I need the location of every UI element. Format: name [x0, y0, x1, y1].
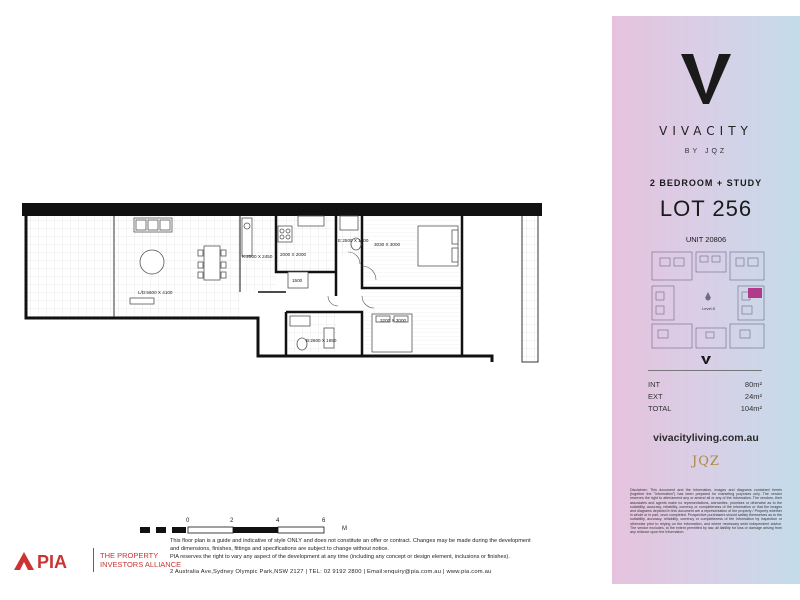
pia-divider [93, 548, 94, 572]
disclaimer-text: Disclaimer: This document and the Information, images and diagrams contained herein (together the "Information") has been prepared for marketing purposes only. The vendor reserves the right to alter/amend any or amend all or any of the Information. The vendors, their associates and agents make no representations, warranties, promises or otherwise as to the suitability, accuracy, reliability, currency or completeness of the information or that the images and diagrams depicted in this document are a representation of the property / Property whether in whole or in part, once completed. Prospective purchasers should satisfy themselves as to the suitability, accuracy, reliability, currency or completeness of the Information by inspection or otherwise prior to relying on the Information, and where necessary seek independent advice. The vendor excludes, to the extent permitted by law, all liability for loss or damage arising from any reliance upon the Information. [630, 488, 783, 535]
bed-1 [418, 226, 458, 266]
contact-line: 2 Australia Ave,Sydney Olympic Park,NSW 2127 | TEL: 02 9192 2800 | Email:enquiry@pia.com.au | www.pia.com.au [170, 569, 492, 575]
area-row-int [648, 380, 762, 392]
study-desk [298, 216, 324, 226]
brand-name: VIVACITY [659, 124, 753, 138]
panel-divider [648, 370, 762, 371]
area-row-ext [648, 392, 762, 404]
notice-line: and dimensions, finishes, fittings and specifications are subject to change without notice. [170, 546, 389, 552]
scale-tick: 2 [230, 518, 234, 524]
scale-bar-graphic [138, 526, 338, 534]
unit-type: 2 BEDROOM + STUDY [649, 178, 763, 188]
jqz-logo: JQZ [692, 454, 720, 469]
pia-name-line2: INVESTORS ALLIANCE [100, 560, 182, 569]
level-key-plan [648, 248, 768, 352]
scale-unit: M [342, 526, 347, 532]
unit-number: UNIT 20806 [685, 235, 727, 244]
room-label-living: L/D:5600 X 4100 [138, 290, 173, 295]
small-v-mark [699, 356, 713, 364]
area-row-total [648, 404, 762, 416]
room-label-bed2: 3200 X 3000 [380, 318, 407, 323]
vivacity-v-logo [679, 52, 733, 106]
area-label: INT [648, 380, 661, 389]
lot-number: LOT 256 [659, 196, 753, 221]
room-label-study: 2000 X 2000 [280, 252, 307, 257]
room-label-bed1: 3030 X 3000 [374, 242, 401, 247]
scale-tick: 6 [322, 518, 326, 524]
floor-plan [22, 196, 542, 372]
area-value: 80m² [744, 380, 762, 389]
room-label-ensuite: E:2500 X 1400 [338, 238, 369, 243]
notice-line: This floor plan is a guide and indicative of style ONLY and does not constitute an offer or contract. Changes may be made during the development [170, 538, 531, 544]
area-label: EXT [648, 392, 663, 401]
sofa [134, 218, 172, 232]
pia-name-line1: THE PROPERTY [100, 551, 159, 560]
room-label-bath: B:2600 X 1650 [306, 338, 337, 343]
pia-logo [10, 546, 90, 574]
coffee-table [140, 250, 164, 274]
scale-tick: 0 [186, 518, 190, 524]
scale-tick: 4 [276, 518, 280, 524]
area-value: 24m² [744, 392, 762, 401]
keyplan-level-label: Level 8 [702, 306, 715, 311]
notice-line: PIA reserves the right to vary any aspect of the development at any time (including any concept or design element, inclusions or finishes). [170, 554, 510, 560]
brand-by: BY JQZ [684, 148, 728, 155]
area-value: 104m² [740, 404, 762, 413]
dining-table [198, 246, 226, 280]
info-panel [612, 16, 800, 584]
floorplan-notice [170, 537, 600, 561]
area-label: TOTAL [648, 404, 672, 413]
website-url[interactable]: vivacityliving.com.au [653, 432, 759, 444]
room-label-kitchen: K:2500 X 2450 [242, 254, 273, 259]
scale-bar [138, 518, 348, 538]
pia-logo-text: PIA [37, 552, 68, 572]
room-label-laundry: 1500 [292, 278, 303, 283]
tv-unit [130, 298, 154, 304]
